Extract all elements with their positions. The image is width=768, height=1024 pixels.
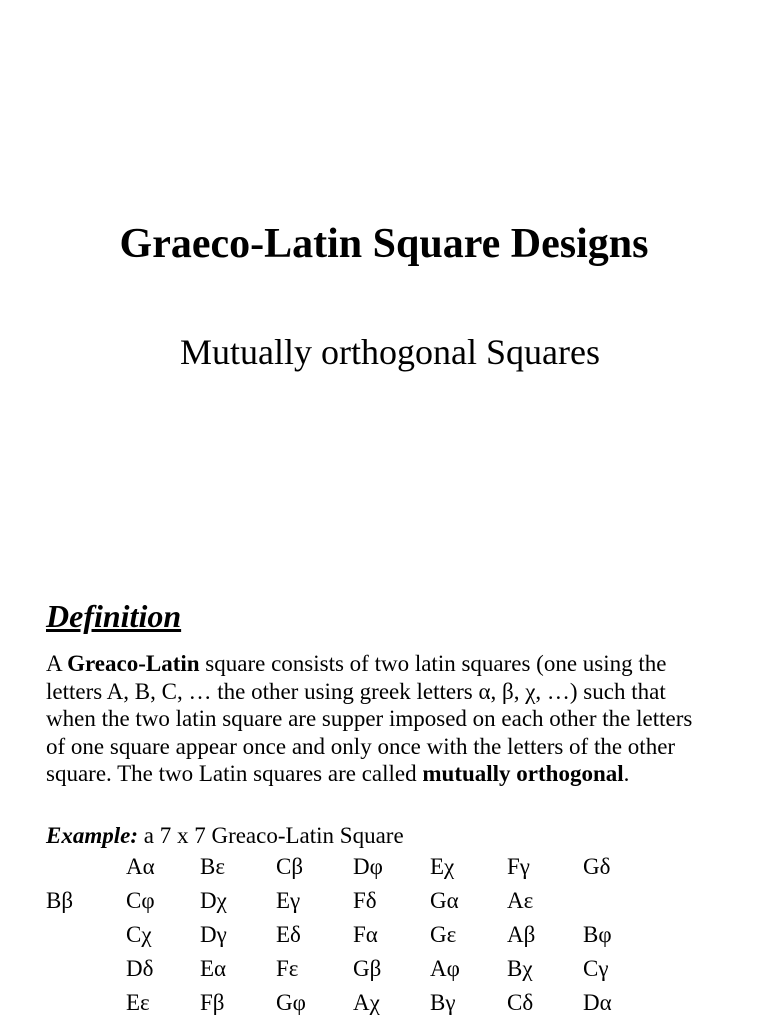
definition-text-3: . [623,761,630,786]
square-cell: Fα [353,922,378,947]
graeco-latin-square [46,854,686,1024]
square-cell: Aα [126,854,155,879]
square-cell: Cφ [126,888,155,913]
definition-heading: Definition [46,598,182,634]
page-subtitle: Mutually orthogonal Squares [180,332,600,372]
square-row [46,854,686,888]
square-cell: Eγ [276,888,301,913]
example-line [46,822,404,850]
example-label: Example: [46,823,138,848]
square-cell: Aφ [430,956,460,981]
definition-text-1: A [46,651,68,676]
square-cell: Dδ [126,956,154,981]
square-cell: Aβ [507,922,536,947]
square-cell: Dχ [200,888,227,913]
example-text: a 7 x 7 Greaco-Latin Square [138,823,404,848]
square-cell: Gα [430,888,459,913]
square-cell: Fγ [507,854,530,879]
square-row [46,956,686,990]
square-cell: Gδ [583,854,611,879]
page-title: Graeco-Latin Square Designs [119,221,649,267]
square-cell: Aε [507,888,534,913]
square-cell: Dα [583,990,612,1015]
square-cell: Fβ [200,990,225,1015]
square-cell: Gφ [276,990,306,1015]
definition-text-2: square consists of two latin squares (one using the letters A, B, C, … the other using greek letters α, β, χ, …) such that when the two latin square are supper imposed on each other the letters of one square appear once and only once with the letters of the other square. The two Latin squares are called [46,651,693,786]
square-cell: Fδ [353,888,377,913]
term-mutually-orthogonal: mutually orthogonal [422,761,624,786]
square-cell: Eα [200,956,227,981]
square-cell: Bφ [583,922,612,947]
square-cell: Cδ [507,990,534,1015]
row-lead-cell: Bβ [46,888,74,913]
square-cell: Eδ [276,922,301,947]
square-cell: Dγ [200,922,227,947]
square-row [46,990,686,1024]
square-row [46,888,686,922]
square-cell: Cγ [583,956,609,981]
square-cell: Cβ [276,854,304,879]
square-cell: Eχ [430,854,455,879]
square-cell: Bχ [507,956,533,981]
definition-paragraph [46,650,706,788]
square-cell: Gε [430,922,457,947]
term-greaco-latin: Greaco-Latin [67,651,200,676]
square-row [46,922,686,956]
square-cell: Bγ [430,990,456,1015]
square-cell: Bε [200,854,225,879]
square-cell: Fε [276,956,299,981]
square-cell: Aχ [353,990,380,1015]
square-cell: Dφ [353,854,383,879]
square-cell: Gβ [353,956,382,981]
square-cell: Cχ [126,922,152,947]
square-cell: Eε [126,990,150,1015]
